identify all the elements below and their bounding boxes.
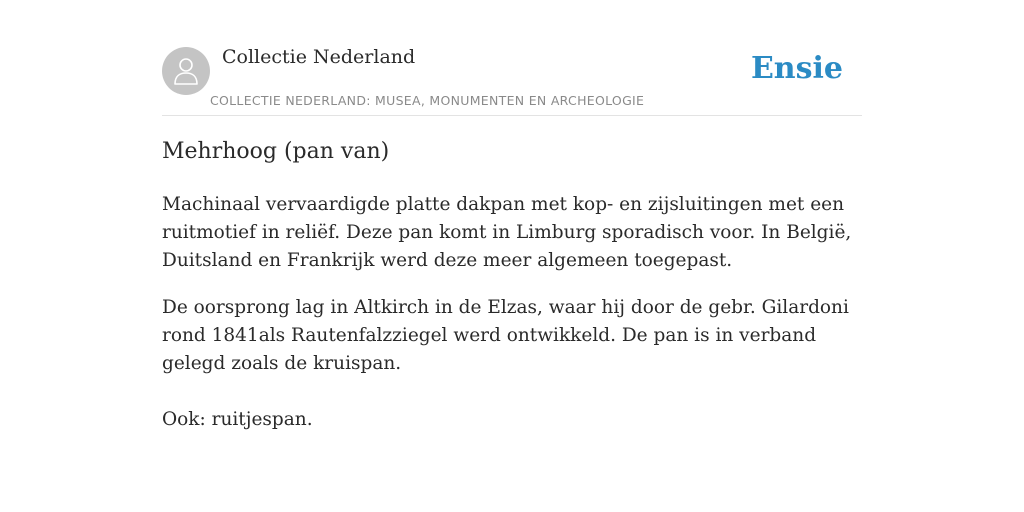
entry-paragraph-2: [162, 294, 862, 434]
entry-paragraph-2-text: De oorsprong lag in Altkirch in de Elzas, waar hij door de gebr. Gilardoni rond 1841als Rautenfalzziegel werd ontwikkeld. De pan is in verband gelegd zoals de kruispan.: [162, 297, 849, 374]
author-name[interactable]: Collectie Nederland: [222, 46, 416, 68]
entry-header: [162, 40, 862, 116]
entry-also-known-as: Ook: ruitjespan.: [162, 409, 313, 430]
user-silhouette-icon: [173, 56, 199, 86]
avatar[interactable]: [162, 47, 210, 95]
ensie-logo[interactable]: Ensie: [750, 51, 843, 86]
entry-paragraph-1: Machinaal vervaardigde platte dakpan met kop- en zijsluitingen met een ruitmotief in reliëf. Deze pan komt in Limburg sporadisch voor. In België, Duitsland en Frankrijk werd deze meer algemeen toegepast.: [162, 194, 852, 271]
author-subtitle: COLLECTIE NEDERLAND: MUSEA, MONUMENTEN EN ARCHEOLOGIE: [210, 93, 645, 108]
entry-body: [162, 191, 862, 453]
entry-title: Mehrhoog (pan van): [162, 139, 390, 164]
entry-card: [162, 40, 862, 430]
